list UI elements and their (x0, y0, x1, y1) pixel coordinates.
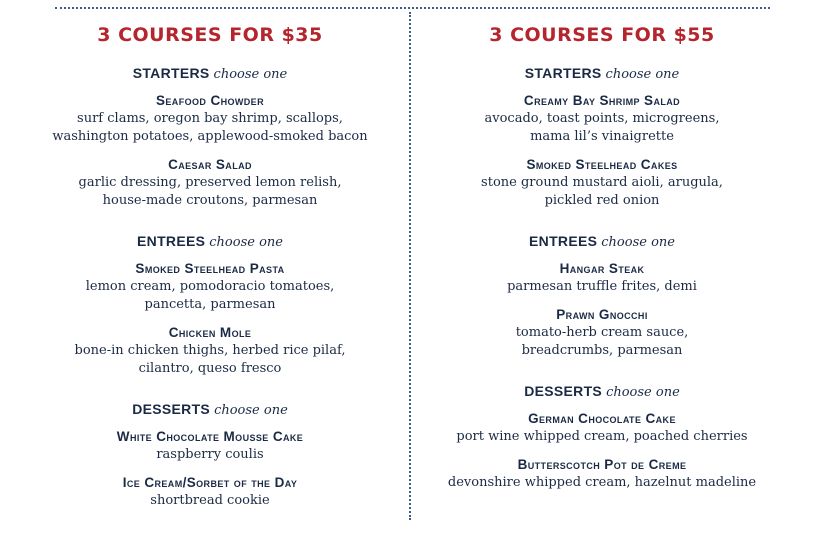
menu-item (412, 92, 792, 146)
menu-item (20, 156, 400, 210)
menu-item (412, 410, 792, 446)
menu-item (20, 92, 400, 146)
dish-name: Ice Cream/Sorbet of the Day (122, 475, 298, 490)
section-heading (412, 382, 792, 402)
dish-description: devonshire whipped cream, hazelnut madeline (447, 475, 757, 490)
section-name: ENTREES (137, 233, 206, 249)
dish-name: Butterscotch Pot de Creme (517, 457, 687, 472)
dish-description: shortbread cookie (150, 493, 270, 508)
dish-name: Seafood Chowder (155, 93, 264, 108)
menu-column-35 (20, 24, 400, 520)
dish-description: garlic dressing, preserved lemon relish, (78, 175, 342, 190)
section-hint: choose one (605, 67, 680, 82)
menu-item (412, 260, 792, 296)
section-heading (20, 64, 400, 84)
section-heading (412, 232, 792, 252)
menu-section-starters (20, 64, 400, 210)
dish-name: Chicken Mole (168, 325, 252, 340)
menu-section-entrees (20, 232, 400, 378)
dish-description: stone ground mustard aioli, arugula, (481, 175, 723, 190)
section-hint: choose one (214, 403, 288, 418)
section-name: STARTERS (524, 65, 602, 81)
dish-description: cilantro, queso fresco (138, 361, 282, 376)
dish-description: lemon cream, pomodoracio tomatoes, (85, 279, 335, 294)
menu-item (20, 324, 400, 378)
section-heading (412, 64, 792, 84)
dish-name: German Chocolate Cake (528, 411, 676, 426)
section-name: DESSERTS (132, 401, 211, 417)
section-name: DESSERTS (524, 383, 603, 399)
menu-section-starters (412, 64, 792, 210)
section-hint: choose one (213, 67, 288, 82)
dish-name: Hangar Steak (559, 261, 645, 276)
menu-item (20, 428, 400, 464)
dish-name: Prawn Gnocchi (556, 307, 648, 322)
dish-description: port wine whipped cream, poached cherries (456, 429, 748, 444)
menu-section-desserts (20, 400, 400, 510)
menu-item (20, 474, 400, 510)
section-name: ENTREES (529, 233, 598, 249)
menu-section-entrees (412, 232, 792, 360)
section-hint: choose one (209, 235, 283, 250)
dish-description: mama lil’s vinaigrette (530, 129, 674, 144)
section-hint: choose one (601, 235, 675, 250)
column-divider (409, 12, 411, 520)
menu-title: 3 COURSES FOR $35 (97, 24, 323, 46)
dish-description: surf clams, oregon bay shrimp, scallops, (77, 111, 343, 126)
top-dotted-border (55, 7, 770, 9)
section-hint: choose one (606, 385, 680, 400)
dish-name: Caesar Salad (168, 157, 252, 172)
dish-description: bone-in chicken thighs, herbed rice pilaf, (74, 343, 346, 358)
dish-description: tomato-herb cream sauce, (515, 325, 689, 340)
dish-description: raspberry coulis (156, 447, 264, 462)
dish-description: pancetta, parmesan (144, 297, 276, 312)
dish-name: Smoked Steelhead Pasta (135, 261, 285, 276)
menu-item (412, 456, 792, 492)
section-name: STARTERS (132, 65, 210, 81)
menu-column-55 (412, 24, 792, 502)
dish-description: parmesan truffle frites, demi (507, 279, 697, 294)
dish-name: Smoked Steelhead Cakes (526, 157, 678, 172)
dish-description: breadcrumbs, parmesan (521, 343, 683, 358)
menu-item (20, 260, 400, 314)
dish-description: avocado, toast points, microgreens, (484, 111, 720, 126)
dish-name: White Chocolate Mousse Cake (116, 429, 304, 444)
dish-description: pickled red onion (544, 193, 660, 208)
menu-item (412, 156, 792, 210)
menu-title: 3 COURSES FOR $55 (489, 24, 715, 46)
section-heading (20, 400, 400, 420)
section-heading (20, 232, 400, 252)
dish-name: Creamy Bay Shrimp Salad (523, 93, 681, 108)
dish-description: house-made croutons, parmesan (102, 193, 318, 208)
menu-item (412, 306, 792, 360)
dish-description: washington potatoes, applewood-smoked bacon (52, 129, 368, 144)
menu-section-desserts (412, 382, 792, 492)
